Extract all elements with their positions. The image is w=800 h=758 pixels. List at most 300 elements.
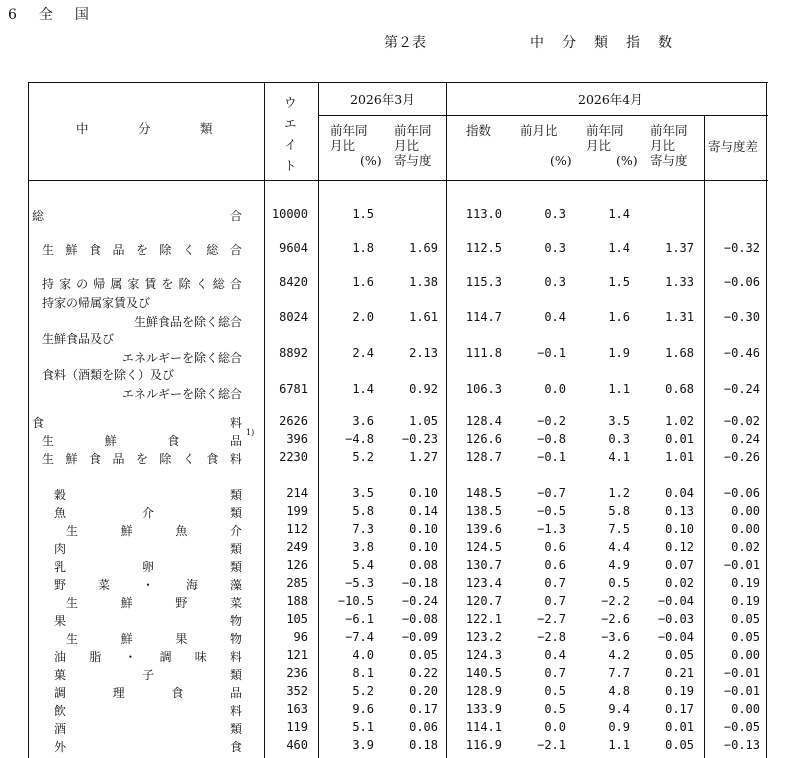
row-label — [42, 330, 242, 366]
cell-c: 106.3 — [465, 382, 502, 396]
row-label-char: 鮮 — [120, 524, 133, 538]
cell-w: 236 — [286, 666, 308, 680]
row-label-char: 品 — [229, 434, 242, 448]
cell-c: 112.5 — [465, 241, 502, 255]
row-label-char: 合 — [229, 277, 242, 291]
cell-d: 0.3 — [544, 275, 566, 289]
cell-g: −0.32 — [723, 241, 760, 255]
cell-e: 7.7 — [608, 666, 630, 680]
row-label-char: 持 — [42, 277, 55, 291]
cell-b: −0.18 — [401, 576, 438, 590]
cell-w: 199 — [286, 504, 308, 518]
row-label-char: 食 — [167, 434, 180, 448]
row-label-char: 除 — [159, 452, 172, 466]
cell-f: 1.01 — [665, 450, 694, 464]
cell-e: 4.8 — [608, 684, 630, 698]
cell-b: 0.05 — [409, 648, 438, 662]
cell-w: 9604 — [279, 241, 308, 255]
row-label-char: 果 — [175, 632, 188, 646]
row-label — [54, 648, 242, 665]
row-label-char: 調 — [54, 686, 67, 700]
cell-d: −1.3 — [537, 522, 566, 536]
row-label-char: を — [135, 452, 148, 466]
cell-c: 130.7 — [465, 558, 502, 572]
row-label-char: 除 — [178, 277, 191, 291]
row-label — [42, 275, 242, 292]
cell-a: −7.4 — [345, 630, 374, 644]
cell-w: 10000 — [271, 207, 308, 221]
row-label-char: 類 — [229, 506, 242, 520]
row-label-char: 野 — [54, 578, 67, 592]
row-label-char: 外 — [54, 740, 67, 754]
row-label-line2: エネルギーを除く総合 — [121, 351, 242, 365]
row-label-char: 物 — [229, 614, 242, 628]
cell-c: 124.3 — [465, 648, 502, 662]
cell-f: 0.12 — [665, 540, 694, 554]
cell-e: 4.2 — [608, 648, 630, 662]
cell-b: 0.22 — [409, 666, 438, 680]
table-number: 第２表 — [384, 35, 426, 51]
cell-d: −0.7 — [537, 486, 566, 500]
cell-a: −5.3 — [345, 576, 374, 590]
row-label-char: 食 — [88, 452, 101, 466]
cell-w: 8892 — [279, 346, 308, 360]
row-label-char: 料 — [229, 650, 242, 664]
row-label — [42, 241, 242, 258]
cell-a: −10.5 — [337, 594, 374, 608]
row-label — [32, 414, 242, 431]
cell-a: 7.3 — [352, 522, 374, 536]
cell-a: 5.2 — [352, 450, 374, 464]
cell-e: −3.6 — [601, 630, 630, 644]
row-label-char: 生 — [66, 524, 79, 538]
row-label-char: 類 — [229, 722, 242, 736]
cell-c: 128.7 — [465, 450, 502, 464]
cell-d: −0.2 — [537, 414, 566, 428]
row-label-char: 類 — [229, 668, 242, 682]
cell-b: 0.14 — [409, 504, 438, 518]
cell-a: 1.8 — [352, 241, 374, 255]
cell-e: 3.5 — [608, 414, 630, 428]
cell-f: 0.10 — [665, 522, 694, 536]
cell-a: 2.0 — [352, 310, 374, 324]
cell-f: 1.33 — [665, 275, 694, 289]
cell-d: 0.3 — [544, 207, 566, 221]
cell-e: −2.6 — [601, 612, 630, 626]
header-category: 中 分 類 — [76, 121, 216, 136]
cell-w: 214 — [286, 486, 308, 500]
header-apr-yoy-line-2: 月比 — [586, 138, 612, 153]
cell-g: 0.24 — [731, 432, 760, 446]
cell-g: −0.26 — [723, 450, 760, 464]
row-label-char: 魚 — [54, 506, 67, 520]
row-label-char: 鮮 — [120, 632, 133, 646]
row-label-char: 帰 — [93, 277, 106, 291]
cell-w: 8420 — [279, 275, 308, 289]
header-apr-yoy-line-1: 前年同 — [586, 123, 624, 138]
cell-e: 1.1 — [608, 382, 630, 396]
row-label-char: 生 — [66, 596, 79, 610]
cell-g: 0.05 — [731, 612, 760, 626]
cell-e: 1.4 — [608, 241, 630, 255]
cell-a: −4.8 — [345, 432, 374, 446]
row-label-char: 食 — [171, 686, 184, 700]
cell-f: 1.31 — [665, 310, 694, 324]
cell-a: 1.6 — [352, 275, 374, 289]
cell-g: 0.00 — [731, 648, 760, 662]
row-label — [66, 522, 242, 539]
header-apr-index: 指数 — [466, 123, 492, 138]
cell-d: −2.1 — [537, 738, 566, 752]
cell-w: 249 — [286, 540, 308, 554]
cell-g: −0.01 — [723, 666, 760, 680]
cell-f: 0.05 — [665, 648, 694, 662]
cell-c: 115.3 — [465, 275, 502, 289]
cell-e: 4.4 — [608, 540, 630, 554]
row-label-char: 類 — [229, 488, 242, 502]
row-label-char: 理 — [112, 686, 125, 700]
cell-w: 96 — [293, 630, 308, 644]
cell-a: 5.4 — [352, 558, 374, 572]
cell-w: 121 — [286, 648, 308, 662]
cell-f: 0.19 — [665, 684, 694, 698]
cell-d: 0.7 — [544, 666, 566, 680]
cell-g: −0.30 — [723, 310, 760, 324]
cell-a: 5.8 — [352, 504, 374, 518]
footnote-marker: 1) — [246, 428, 255, 437]
cell-f: −0.04 — [657, 594, 694, 608]
cell-d: 0.7 — [544, 576, 566, 590]
header-period-march: 2026年3月 — [350, 92, 415, 107]
cell-c: 124.5 — [465, 540, 502, 554]
row-label-char: 品 — [112, 243, 125, 257]
row-label-char: 肉 — [54, 542, 67, 556]
cell-w: 460 — [286, 738, 308, 752]
cell-e: 1.9 — [608, 346, 630, 360]
cell-b: −0.08 — [401, 612, 438, 626]
cell-g: 0.19 — [731, 594, 760, 608]
cell-g: −0.06 — [723, 275, 760, 289]
cell-d: 0.6 — [544, 558, 566, 572]
cell-e: 1.1 — [608, 738, 630, 752]
cell-w: 126 — [286, 558, 308, 572]
cell-b: −0.24 — [401, 594, 438, 608]
cell-g: −0.01 — [723, 684, 760, 698]
row-label — [54, 486, 242, 503]
cell-w: 163 — [286, 702, 308, 716]
row-label-line1: 持家の帰属家賃及び — [42, 296, 151, 310]
cell-d: −0.1 — [537, 346, 566, 360]
cell-d: −0.1 — [537, 450, 566, 464]
cell-f: 0.13 — [665, 504, 694, 518]
header-apr-contrib-line-1: 前年同 — [650, 123, 688, 138]
row-label-char: ・ — [141, 578, 154, 592]
cell-g: −0.02 — [723, 414, 760, 428]
cell-f: 0.07 — [665, 558, 694, 572]
cell-d: −2.7 — [537, 612, 566, 626]
cell-e: 9.4 — [608, 702, 630, 716]
row-label-char: 介 — [141, 506, 154, 520]
header-mar-contrib-line-3: 寄与度 — [394, 153, 432, 168]
row-label-char: を — [161, 277, 174, 291]
cell-a: 3.8 — [352, 540, 374, 554]
row-label-char: 油 — [54, 650, 67, 664]
row-label — [66, 630, 242, 647]
cell-e: 1.4 — [608, 207, 630, 221]
cell-c: 111.8 — [465, 346, 502, 360]
cell-f: 1.68 — [665, 346, 694, 360]
row-label-line2: エネルギーを除く総合 — [121, 387, 242, 401]
row-label-char: 合 — [229, 209, 242, 223]
cell-f: 0.01 — [665, 720, 694, 734]
section-label: 6 全 国 — [8, 7, 93, 23]
row-label-char: 品 — [229, 686, 242, 700]
row-label — [54, 540, 242, 557]
row-label-char: 菓 — [54, 668, 67, 682]
cell-w: 112 — [286, 522, 308, 536]
header-apr-yoy-line-3: (%) — [616, 153, 638, 168]
row-label-char: 賃 — [144, 277, 157, 291]
cell-w: 188 — [286, 594, 308, 608]
row-label — [42, 366, 242, 402]
cell-w: 2626 — [279, 414, 308, 428]
cell-b: 1.69 — [409, 241, 438, 255]
cell-c: 139.6 — [465, 522, 502, 536]
cell-a: 3.6 — [352, 414, 374, 428]
row-label-char: 食 — [32, 416, 45, 430]
header-period-april: 2026年4月 — [578, 92, 643, 107]
table-title: 中 分 類 指 数 — [530, 35, 674, 51]
cell-d: 0.6 — [544, 540, 566, 554]
cell-g: 0.00 — [731, 504, 760, 518]
cell-f: −0.04 — [657, 630, 694, 644]
cell-a: 3.9 — [352, 738, 374, 752]
cell-a: 8.1 — [352, 666, 374, 680]
cell-e: 0.9 — [608, 720, 630, 734]
header-mar-contrib-line-2: 月比 — [394, 138, 420, 153]
header-weight: ウ エ イ ト — [284, 95, 297, 173]
row-label-char: く — [182, 452, 195, 466]
cell-w: 8024 — [279, 310, 308, 324]
row-label-char: 食 — [229, 740, 242, 754]
cell-e: −2.2 — [601, 594, 630, 608]
row-label-char: 調 — [159, 650, 172, 664]
cell-a: 5.1 — [352, 720, 374, 734]
row-label-char: 総 — [206, 243, 219, 257]
header-apr-contrib-line-2: 月比 — [650, 138, 676, 153]
cell-w: 352 — [286, 684, 308, 698]
cell-b: −0.23 — [401, 432, 438, 446]
row-label-char: 生 — [42, 243, 55, 257]
cell-c: 116.9 — [465, 738, 502, 752]
row-label-char: 料 — [229, 416, 242, 430]
cell-b: 0.17 — [409, 702, 438, 716]
row-label-char: 食 — [206, 452, 219, 466]
cell-e: 0.3 — [608, 432, 630, 446]
header-mar-yoy-line-1: 前年同 — [330, 123, 368, 138]
row-label-char: ・ — [124, 650, 137, 664]
header-mar-yoy-line-2: 月比 — [330, 138, 356, 153]
row-label — [54, 738, 242, 755]
cell-e: 1.2 — [608, 486, 630, 500]
cell-f: 0.04 — [665, 486, 694, 500]
cell-b: 0.10 — [409, 486, 438, 500]
cell-d: −2.8 — [537, 630, 566, 644]
row-label-char: 酒 — [54, 722, 67, 736]
cell-b: 1.05 — [409, 414, 438, 428]
row-label-char: 品 — [112, 452, 125, 466]
cell-g: 0.00 — [731, 522, 760, 536]
row-label — [54, 612, 242, 629]
cell-b: 1.38 — [409, 275, 438, 289]
cell-a: 2.4 — [352, 346, 374, 360]
cell-a: 3.5 — [352, 486, 374, 500]
cell-f: 0.21 — [665, 666, 694, 680]
cell-f: 0.17 — [665, 702, 694, 716]
cell-d: 0.0 — [544, 720, 566, 734]
row-label-char: 菜 — [229, 596, 242, 610]
row-label — [54, 576, 242, 593]
row-label-char: 鮮 — [65, 243, 78, 257]
cell-f: −0.03 — [657, 612, 694, 626]
cell-a: −6.1 — [345, 612, 374, 626]
row-label-char: 除 — [159, 243, 172, 257]
cell-g: −0.24 — [723, 382, 760, 396]
cell-g: 0.00 — [731, 702, 760, 716]
cell-f: 0.05 — [665, 738, 694, 752]
row-label-char: 脂 — [89, 650, 102, 664]
cell-b: 1.61 — [409, 310, 438, 324]
row-label-char: く — [195, 277, 208, 291]
row-label-char: 味 — [194, 650, 207, 664]
row-label-char: 総 — [32, 209, 45, 223]
row-label — [42, 432, 242, 449]
cell-c: 114.1 — [465, 720, 502, 734]
cell-a: 4.0 — [352, 648, 374, 662]
row-label-char: 介 — [229, 524, 242, 538]
row-label-char: 藻 — [229, 578, 242, 592]
row-label-char: 家 — [59, 277, 72, 291]
cell-a: 1.4 — [352, 382, 374, 396]
cell-g: −0.05 — [723, 720, 760, 734]
row-label-char: 類 — [229, 560, 242, 574]
cell-c: 140.5 — [465, 666, 502, 680]
cell-a: 5.2 — [352, 684, 374, 698]
row-label-char: 生 — [66, 632, 79, 646]
cell-e: 1.6 — [608, 310, 630, 324]
cell-c: 123.2 — [465, 630, 502, 644]
row-label — [54, 720, 242, 737]
row-label-char: 鮮 — [65, 452, 78, 466]
cell-d: 0.0 — [544, 382, 566, 396]
cell-d: 0.4 — [544, 310, 566, 324]
cell-c: 128.9 — [465, 684, 502, 698]
cell-b: 1.27 — [409, 450, 438, 464]
cell-b: 0.10 — [409, 540, 438, 554]
cell-c: 123.4 — [465, 576, 502, 590]
cell-g: −0.01 — [723, 558, 760, 572]
row-label-char: 魚 — [175, 524, 188, 538]
header-apr-mom-line-2: (%) — [550, 153, 572, 168]
cell-c: 133.9 — [465, 702, 502, 716]
cell-f: 0.02 — [665, 576, 694, 590]
row-label-char: を — [135, 243, 148, 257]
cell-e: 4.9 — [608, 558, 630, 572]
cell-d: 0.7 — [544, 594, 566, 608]
row-label-char: 卵 — [141, 560, 154, 574]
row-label-char: 穀 — [54, 488, 67, 502]
cell-f: 0.68 — [665, 382, 694, 396]
row-label-char: 物 — [229, 632, 242, 646]
cell-w: 119 — [286, 720, 308, 734]
row-label-char: 鮮 — [104, 434, 117, 448]
row-label-char: く — [182, 243, 195, 257]
row-label-char: 生 — [42, 452, 55, 466]
row-label-char: 乳 — [54, 560, 67, 574]
cell-b: 2.13 — [409, 346, 438, 360]
cell-g: 0.19 — [731, 576, 760, 590]
cell-e: 7.5 — [608, 522, 630, 536]
row-label-char: 食 — [88, 243, 101, 257]
row-label-char: 果 — [54, 614, 67, 628]
cell-b: −0.09 — [401, 630, 438, 644]
row-label-char: 菜 — [97, 578, 110, 592]
cell-w: 6781 — [279, 382, 308, 396]
cell-e: 0.5 — [608, 576, 630, 590]
cell-b: 0.08 — [409, 558, 438, 572]
cell-c: 128.4 — [465, 414, 502, 428]
row-label-char: 飲 — [54, 704, 67, 718]
cell-b: 0.18 — [409, 738, 438, 752]
row-label-char: 生 — [42, 434, 55, 448]
row-label — [54, 702, 242, 719]
row-label-line2: 生鮮食品を除く総合 — [133, 315, 242, 329]
cell-a: 1.5 — [352, 207, 374, 221]
cell-d: 0.4 — [544, 648, 566, 662]
row-label-char: 家 — [127, 277, 140, 291]
cell-b: 0.92 — [409, 382, 438, 396]
cell-e: 4.1 — [608, 450, 630, 464]
cell-w: 105 — [286, 612, 308, 626]
header-mar-contrib-line-1: 前年同 — [394, 123, 432, 138]
cell-w: 396 — [286, 432, 308, 446]
cell-f: 1.37 — [665, 241, 694, 255]
row-label-char: の — [76, 277, 89, 291]
cell-c: 126.6 — [465, 432, 502, 446]
cell-g: −0.06 — [723, 486, 760, 500]
header-mar-yoy-line-3: (%) — [360, 153, 382, 168]
cell-d: 0.5 — [544, 702, 566, 716]
row-label — [54, 666, 242, 683]
cell-g: −0.13 — [723, 738, 760, 752]
cell-w: 2230 — [279, 450, 308, 464]
cell-g: 0.05 — [731, 630, 760, 644]
row-label-line1: 生鮮食品及び — [42, 332, 115, 346]
cell-a: 9.6 — [352, 702, 374, 716]
cell-b: 0.06 — [409, 720, 438, 734]
row-label — [42, 294, 242, 330]
row-label — [54, 504, 242, 521]
cell-d: 0.5 — [544, 684, 566, 698]
cell-e: 1.5 — [608, 275, 630, 289]
row-label-char: 類 — [229, 542, 242, 556]
row-label — [54, 558, 242, 575]
cell-d: 0.3 — [544, 241, 566, 255]
cell-e: 5.8 — [608, 504, 630, 518]
row-label — [66, 594, 242, 611]
row-label-char: 野 — [175, 596, 188, 610]
cell-c: 138.5 — [465, 504, 502, 518]
